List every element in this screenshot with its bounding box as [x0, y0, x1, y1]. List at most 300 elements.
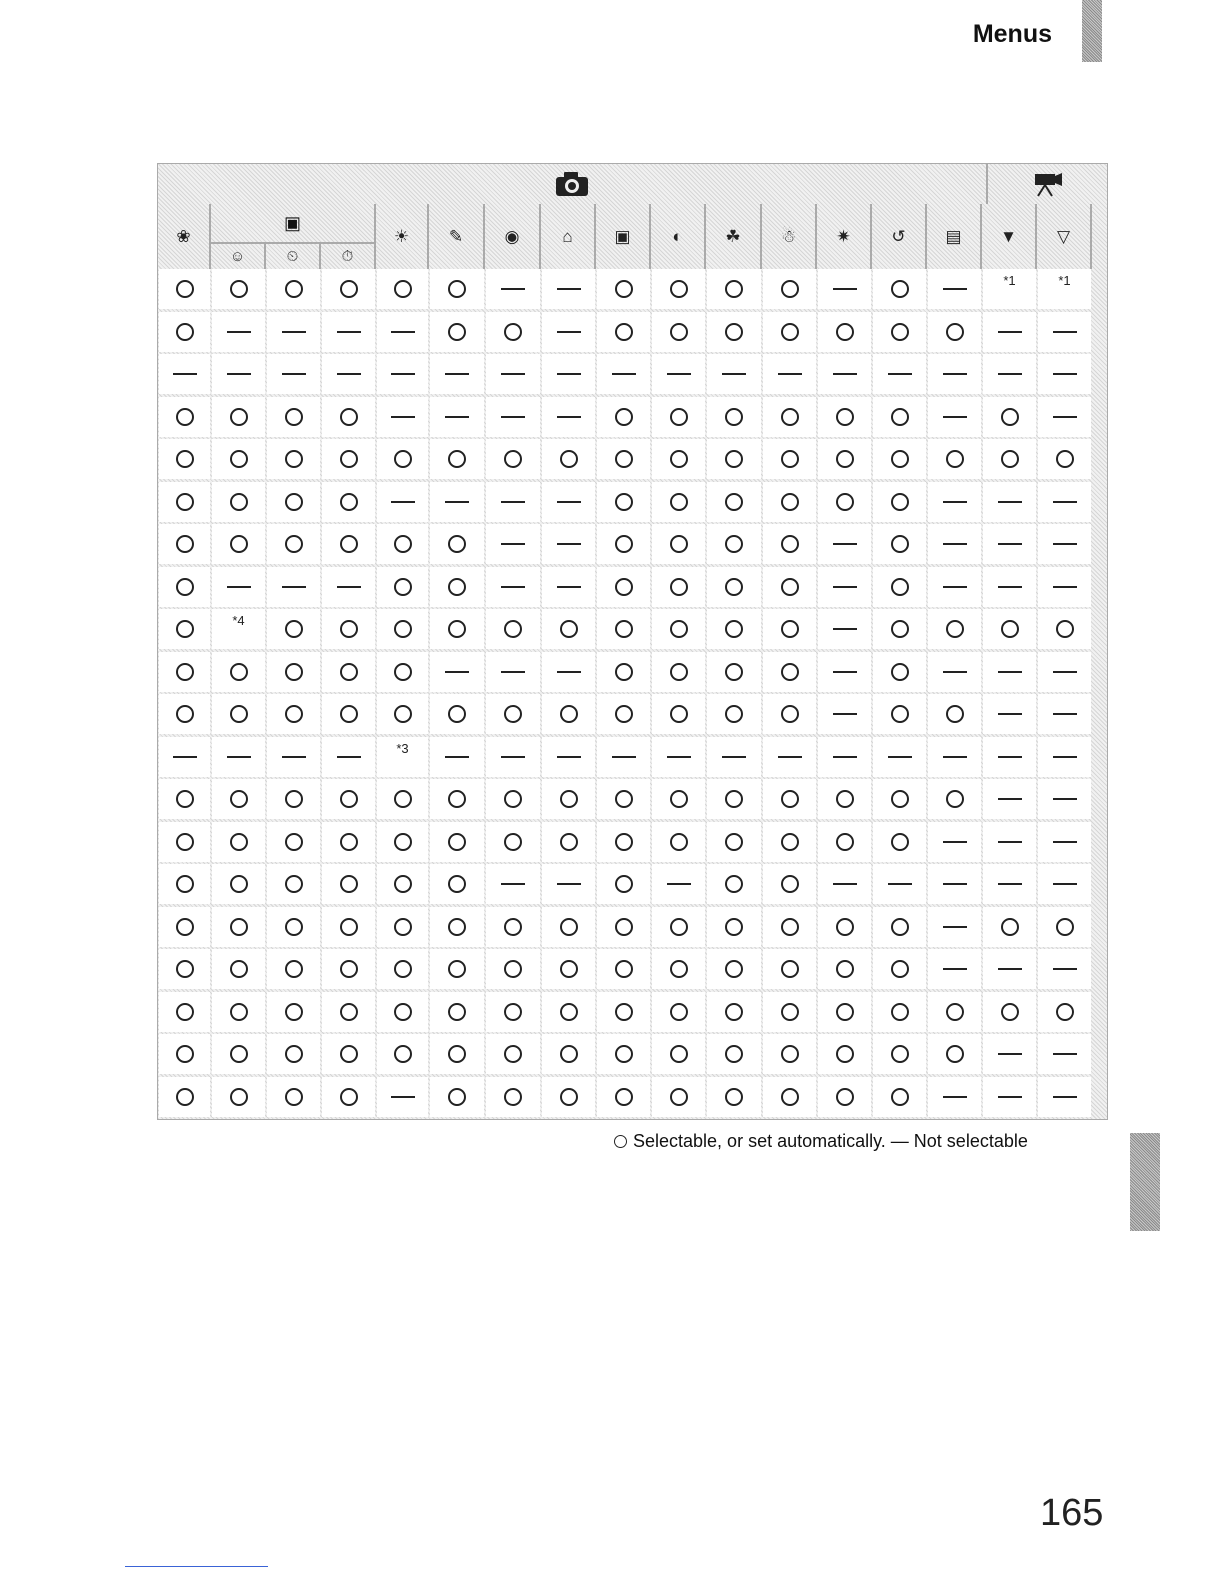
table-row: [158, 482, 1107, 524]
table-cell: [267, 439, 320, 479]
table-cell: [322, 652, 375, 692]
selectable-mark: [176, 1045, 194, 1063]
table-cell: [983, 652, 1036, 692]
not-selectable-mark: [445, 501, 469, 503]
page-number: 165: [1040, 1492, 1104, 1534]
selectable-mark: [836, 1045, 854, 1063]
selectable-mark: [448, 1045, 466, 1063]
table-cell: [763, 822, 816, 862]
selectable-mark: [448, 620, 466, 638]
table-cell: [763, 439, 816, 479]
selectable-mark: [394, 450, 412, 468]
not-selectable-mark: [998, 798, 1022, 800]
table-cell: [928, 992, 981, 1032]
not-selectable-mark: [998, 1053, 1022, 1055]
table-cell: [377, 397, 428, 437]
table-cell: [542, 397, 595, 437]
selectable-mark: [1056, 450, 1074, 468]
selectable-mark: [670, 280, 688, 298]
selectable-symbol-icon: [614, 1135, 627, 1148]
table-cell: [267, 992, 320, 1032]
not-selectable-mark: [998, 373, 1022, 375]
not-selectable-mark: [833, 288, 857, 290]
selectable-mark: [560, 960, 578, 978]
table-cell: [763, 312, 816, 352]
table-cell: [928, 397, 981, 437]
table-cell: [542, 1034, 595, 1074]
table-cell: [983, 269, 1036, 309]
not-selectable-mark: [557, 756, 581, 758]
table-row: [158, 907, 1107, 949]
table-cell: [763, 694, 816, 734]
selectable-mark: [394, 620, 412, 638]
table-cell: [486, 567, 540, 607]
selectable-mark: [781, 1003, 799, 1021]
table-cell: [430, 397, 484, 437]
not-selectable-mark: [445, 671, 469, 673]
table-cell: [322, 567, 375, 607]
selectable-mark: [725, 493, 743, 511]
table-cell: [486, 694, 540, 734]
not-selectable-mark: [1053, 756, 1077, 758]
table-cell: [983, 397, 1036, 437]
table-cell: [430, 354, 484, 394]
table-cell: [763, 737, 816, 777]
table-cell: [873, 907, 926, 947]
selectable-mark: [285, 408, 303, 426]
selectable-mark: [725, 833, 743, 851]
table-cell: [486, 737, 540, 777]
table-cell: [652, 524, 705, 564]
selectable-mark: [285, 280, 303, 298]
selectable-mark: [448, 280, 466, 298]
selectable-mark: [340, 790, 358, 808]
not-selectable-mark: [833, 756, 857, 758]
table-row: [158, 779, 1107, 821]
selectable-mark: [285, 535, 303, 553]
table-cell: [597, 609, 650, 649]
selectable-mark: [670, 323, 688, 341]
table-cell: [1038, 652, 1091, 692]
table-cell: [1038, 567, 1091, 607]
table-cell: [983, 312, 1036, 352]
table-cell: [430, 439, 484, 479]
table-cell: [983, 822, 1036, 862]
table-cell: [486, 312, 540, 352]
table-cell: [707, 992, 761, 1032]
selectable-mark: [394, 960, 412, 978]
table-cell: [818, 864, 871, 904]
table-cell: [763, 1034, 816, 1074]
table-cell: [983, 609, 1036, 649]
not-selectable-mark: [1053, 501, 1077, 503]
selectable-mark: [615, 280, 633, 298]
not-selectable-mark: [501, 883, 525, 885]
table-cell: [983, 779, 1036, 819]
table-cell: [322, 609, 375, 649]
table-cell: [267, 779, 320, 819]
table-row: [158, 949, 1107, 991]
selectable-mark: [615, 790, 633, 808]
selectable-mark: [394, 280, 412, 298]
not-selectable-mark: [391, 1096, 415, 1098]
table-cell: [763, 482, 816, 522]
table-cell: [267, 609, 320, 649]
not-selectable-mark: [998, 756, 1022, 758]
table-cell: [873, 822, 926, 862]
not-selectable-mark: [227, 331, 251, 333]
table-cell: [707, 354, 761, 394]
table-cell: [597, 1077, 650, 1117]
table-cell: [928, 737, 981, 777]
not-selectable-mark: [612, 373, 636, 375]
selectable-mark: [836, 960, 854, 978]
selectable-mark: [946, 620, 964, 638]
table-cell: [928, 779, 981, 819]
table-cell: [928, 907, 981, 947]
table-cell: [542, 439, 595, 479]
selectable-mark: [504, 1088, 522, 1106]
table-cell: [430, 907, 484, 947]
table-cell: [430, 312, 484, 352]
table-cell: [430, 609, 484, 649]
selectable-mark: [615, 1045, 633, 1063]
table-cell: [377, 992, 428, 1032]
table-cell: [159, 524, 210, 564]
table-cell: [267, 737, 320, 777]
table-cell: [486, 864, 540, 904]
not-selectable-mark: [501, 288, 525, 290]
table-row: [158, 567, 1107, 609]
table-cell: [928, 609, 981, 649]
table-cell: [597, 652, 650, 692]
table-cell: [267, 524, 320, 564]
table-cell: [542, 652, 595, 692]
table-cell: [486, 949, 540, 989]
not-selectable-mark: [998, 968, 1022, 970]
table-cell: [763, 907, 816, 947]
table-cell: [159, 652, 210, 692]
table-cell: [873, 737, 926, 777]
not-selectable-mark: [1053, 373, 1077, 375]
movie-camera-icon: [1031, 171, 1065, 197]
selectable-mark: [781, 493, 799, 511]
table-cell: [267, 864, 320, 904]
selectable-mark: [670, 1045, 688, 1063]
selectable-mark: [891, 705, 909, 723]
table-cell: [542, 779, 595, 819]
selectable-mark: [1001, 450, 1019, 468]
selectable-mark: [504, 1045, 522, 1063]
table-cell: [430, 822, 484, 862]
table-cell: [159, 779, 210, 819]
selectable-mark: [891, 663, 909, 681]
table-cell: [377, 567, 428, 607]
selectable-mark: [725, 960, 743, 978]
selectable-mark: [230, 408, 248, 426]
selectable-mark: [725, 1003, 743, 1021]
selectable-mark: [394, 918, 412, 936]
selectable-mark: [448, 833, 466, 851]
selectable-mark: [946, 790, 964, 808]
footnote-mark: *1: [1058, 273, 1071, 288]
table-cell: [818, 652, 871, 692]
not-selectable-mark: [557, 416, 581, 418]
table-cell: [818, 1077, 871, 1117]
table-cell: [377, 907, 428, 947]
selectable-mark: [285, 918, 303, 936]
not-selectable-mark: [1053, 968, 1077, 970]
not-selectable-mark: [888, 883, 912, 885]
table-cell: [377, 524, 428, 564]
table-cell: [430, 1077, 484, 1117]
selectable-mark: [504, 450, 522, 468]
table-cell: [542, 482, 595, 522]
not-selectable-mark: [227, 373, 251, 375]
not-selectable-mark: [501, 671, 525, 673]
table-cell: [159, 949, 210, 989]
selectable-mark: [560, 1003, 578, 1021]
table-cell: [212, 652, 265, 692]
table-cell: [322, 949, 375, 989]
selectable-mark: [230, 960, 248, 978]
wink-self-timer-icon: ⏲: [266, 244, 321, 269]
table-cell: [873, 864, 926, 904]
table-cell: [873, 269, 926, 309]
selectable-mark: [891, 790, 909, 808]
table-cell: [983, 992, 1036, 1032]
table-cell: [430, 482, 484, 522]
table-cell: [873, 779, 926, 819]
selectable-mark: [394, 535, 412, 553]
not-selectable-mark: [998, 841, 1022, 843]
selectable-mark: [836, 833, 854, 851]
table-cell: [763, 609, 816, 649]
selectable-mark: [946, 1003, 964, 1021]
selectable-mark: [891, 1045, 909, 1063]
not-selectable-mark: [337, 586, 361, 588]
not-selectable-mark: [391, 331, 415, 333]
table-cell: [430, 864, 484, 904]
table-cell: [652, 949, 705, 989]
selectable-mark: [176, 493, 194, 511]
selectable-mark: [340, 833, 358, 851]
table-cell: [763, 524, 816, 564]
table-cell: [652, 269, 705, 309]
table-cell: [212, 864, 265, 904]
selectable-mark: [560, 450, 578, 468]
selectable-mark: [230, 705, 248, 723]
table-cell: [212, 694, 265, 734]
selectable-mark: [448, 918, 466, 936]
table-cell: [983, 439, 1036, 479]
selectable-mark: [285, 1003, 303, 1021]
selectable-mark: [176, 450, 194, 468]
not-selectable-mark: [943, 373, 967, 375]
selectable-mark: [670, 620, 688, 638]
table-cell: [542, 694, 595, 734]
table-row: [158, 354, 1107, 396]
table-cell: [430, 567, 484, 607]
table-cell: [763, 864, 816, 904]
table-cell: [873, 1077, 926, 1117]
selectable-mark: [285, 1088, 303, 1106]
standard-movie-icon: ▼: [982, 204, 1037, 269]
selectable-mark: [615, 875, 633, 893]
table-cell: [597, 567, 650, 607]
selectable-mark: [781, 323, 799, 341]
table-cell: [1038, 907, 1091, 947]
not-selectable-mark: [445, 373, 469, 375]
selectable-mark: [670, 833, 688, 851]
table-cell: [763, 949, 816, 989]
table-cell: [818, 269, 871, 309]
table-cell: [707, 822, 761, 862]
selectable-mark: [615, 620, 633, 638]
table-cell: [159, 312, 210, 352]
table-cell: [322, 1034, 375, 1074]
table-cell: [652, 312, 705, 352]
selectable-mark: [448, 323, 466, 341]
table-cell: [652, 567, 705, 607]
table-cell: [818, 694, 871, 734]
table-cell: [1038, 312, 1091, 352]
table-row: [158, 652, 1107, 694]
table-cell: [486, 1077, 540, 1117]
table-cell: [763, 779, 816, 819]
selectable-mark: [781, 918, 799, 936]
footnote-mark: *3: [396, 741, 409, 756]
selectable-mark: [340, 620, 358, 638]
table-cell: [267, 567, 320, 607]
section-title: Menus: [972, 20, 1052, 48]
table-cell: [1038, 269, 1091, 309]
not-selectable-mark: [1053, 331, 1077, 333]
table-cell: [159, 439, 210, 479]
selectable-mark: [836, 1003, 854, 1021]
selectable-mark: [725, 280, 743, 298]
footer-rule: [125, 1566, 268, 1567]
table-cell: [267, 949, 320, 989]
table-cell: [267, 1034, 320, 1074]
selectable-mark: [781, 450, 799, 468]
selectable-mark: [230, 280, 248, 298]
table-cell: [430, 694, 484, 734]
selectable-mark: [836, 323, 854, 341]
selectable-mark: [725, 1088, 743, 1106]
table-cell: [928, 949, 981, 989]
table-cell: [377, 1034, 428, 1074]
table-cell: [818, 822, 871, 862]
table-cell: [597, 992, 650, 1032]
not-selectable-mark: [998, 713, 1022, 715]
table-cell: [212, 949, 265, 989]
not-selectable-mark: [1053, 798, 1077, 800]
selectable-mark: [340, 663, 358, 681]
not-selectable-mark: [998, 501, 1022, 503]
footnote-mark: *1: [1003, 273, 1016, 288]
compatibility-table: [157, 163, 1108, 1120]
table-cell: [159, 907, 210, 947]
table-cell: [597, 949, 650, 989]
selectable-mark: [891, 620, 909, 638]
selectable-mark: [891, 960, 909, 978]
table-cell: [159, 482, 210, 522]
table-cell: [707, 567, 761, 607]
selectable-mark: [615, 705, 633, 723]
table-cell: [818, 907, 871, 947]
table-cell: [322, 397, 375, 437]
table-cell: [486, 354, 540, 394]
not-selectable-mark: [557, 331, 581, 333]
selectable-mark: [725, 578, 743, 596]
not-selectable-mark: [833, 543, 857, 545]
table-cell: [763, 397, 816, 437]
not-selectable-mark: [1053, 1053, 1077, 1055]
table-cell: [212, 397, 265, 437]
table-cell: [818, 737, 871, 777]
table-cell: [542, 609, 595, 649]
not-selectable-mark: [391, 373, 415, 375]
snow-icon: ☃: [762, 204, 817, 269]
selectable-mark: [504, 960, 522, 978]
miniature-movie-icon: ▽: [1037, 204, 1092, 269]
not-selectable-mark: [557, 883, 581, 885]
table-cell: [159, 397, 210, 437]
not-selectable-mark: [998, 1096, 1022, 1098]
selectable-mark: [1056, 620, 1074, 638]
table-cell: [267, 907, 320, 947]
not-selectable-mark: [722, 756, 746, 758]
table-cell: [707, 439, 761, 479]
selectable-mark: [230, 875, 248, 893]
selectable-mark: [448, 578, 466, 596]
not-selectable-mark: [501, 373, 525, 375]
selectable-mark: [340, 450, 358, 468]
table-cell: [1038, 354, 1091, 394]
selectable-mark: [891, 280, 909, 298]
table-cell: [486, 779, 540, 819]
selectable-mark: [725, 1045, 743, 1063]
table-cell: [322, 694, 375, 734]
selectable-mark: [176, 620, 194, 638]
not-selectable-mark: [722, 373, 746, 375]
selectable-mark: [560, 620, 578, 638]
table-cell: [707, 694, 761, 734]
table-cell: [1038, 992, 1091, 1032]
table-cell: [707, 949, 761, 989]
selectable-mark: [340, 535, 358, 553]
selectable-mark: [725, 408, 743, 426]
table-cell: [486, 609, 540, 649]
not-selectable-mark: [998, 586, 1022, 588]
not-selectable-mark: [943, 288, 967, 290]
selectable-mark: [176, 833, 194, 851]
selectable-mark: [725, 323, 743, 341]
selectable-mark: [946, 450, 964, 468]
not-selectable-mark: [337, 373, 361, 375]
table-cell: [322, 354, 375, 394]
selectable-mark: [448, 960, 466, 978]
table-row: [158, 312, 1107, 354]
not-selectable-mark: [943, 841, 967, 843]
selectable-mark: [285, 663, 303, 681]
selectable-mark: [448, 790, 466, 808]
selectable-mark: [285, 1045, 303, 1063]
selectable-mark: [285, 450, 303, 468]
table-cell: [652, 737, 705, 777]
selectable-mark: [504, 705, 522, 723]
